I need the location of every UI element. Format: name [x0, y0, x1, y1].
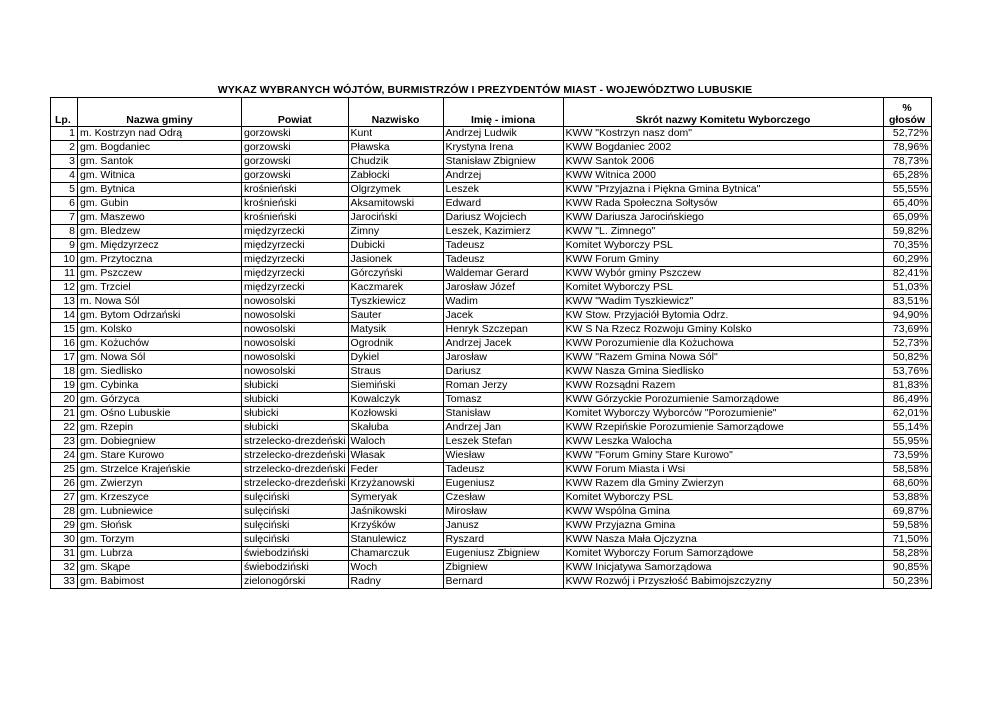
table-header	[51, 98, 932, 127]
committee-name: KWW "L. Zimnego"	[563, 225, 883, 239]
committee-name: KWW Witnica 2000	[563, 169, 883, 183]
committee-name: KWW "Kostrzyn nasz dom"	[563, 127, 883, 141]
table-body	[51, 127, 932, 589]
first-names: Tadeusz	[443, 239, 563, 253]
vote-percent: 78,73%	[883, 155, 931, 169]
powiat-name: słubicki	[242, 407, 349, 421]
powiat-name: słubicki	[242, 379, 349, 393]
row-number: 2	[51, 141, 78, 155]
table-row	[51, 435, 932, 449]
committee-name: KWW Górzyckie Porozumienie Samorządowe	[563, 393, 883, 407]
row-number: 26	[51, 477, 78, 491]
table-row	[51, 225, 932, 239]
committee-name: KWW Bogdaniec 2002	[563, 141, 883, 155]
powiat-name: krośnieński	[242, 183, 349, 197]
table-row	[51, 449, 932, 463]
surname: Jasionek	[348, 253, 443, 267]
committee-name: KWW Rozwój i Przyszłość Babimojszczyzny	[563, 575, 883, 589]
gmina-name: m. Kostrzyn nad Odrą	[78, 127, 242, 141]
powiat-name: świebodziński	[242, 561, 349, 575]
vote-percent: 55,95%	[883, 435, 931, 449]
powiat-name: nowosolski	[242, 323, 349, 337]
row-number: 18	[51, 365, 78, 379]
vote-percent: 65,40%	[883, 197, 931, 211]
gmina-name: gm. Kożuchów	[78, 337, 242, 351]
row-number: 29	[51, 519, 78, 533]
surname: Symeryak	[348, 491, 443, 505]
table-row	[51, 575, 932, 589]
surname: Ogrodnik	[348, 337, 443, 351]
vote-percent: 83,51%	[883, 295, 931, 309]
row-number: 13	[51, 295, 78, 309]
surname: Dykiel	[348, 351, 443, 365]
first-names: Edward	[443, 197, 563, 211]
committee-name: KWW Razem dla Gminy Zwierzyn	[563, 477, 883, 491]
surname: Górczyński	[348, 267, 443, 281]
first-names: Andrzej Ludwik	[443, 127, 563, 141]
row-number: 17	[51, 351, 78, 365]
first-names: Mirosław	[443, 505, 563, 519]
row-number: 19	[51, 379, 78, 393]
gmina-name: gm. Górzyca	[78, 393, 242, 407]
first-names: Stanisław Zbigniew	[443, 155, 563, 169]
surname: Zimny	[348, 225, 443, 239]
committee-name: KWW Leszka Walocha	[563, 435, 883, 449]
committee-name: KWW Przyjazna Gmina	[563, 519, 883, 533]
table-row	[51, 477, 932, 491]
powiat-name: gorzowski	[242, 155, 349, 169]
surname: Tyszkiewicz	[348, 295, 443, 309]
first-names: Tadeusz	[443, 253, 563, 267]
table-row	[51, 239, 932, 253]
first-names: Tomasz	[443, 393, 563, 407]
gmina-name: gm. Słońsk	[78, 519, 242, 533]
committee-name: Komitet Wyborczy Wyborców "Porozumienie"	[563, 407, 883, 421]
first-names: Wadim	[443, 295, 563, 309]
row-number: 32	[51, 561, 78, 575]
surname: Jaśnikowski	[348, 505, 443, 519]
surname: Waloch	[348, 435, 443, 449]
gmina-name: gm. Strzelce Krajeńskie	[78, 463, 242, 477]
committee-name: KWW Rada Społeczna Sołtysów	[563, 197, 883, 211]
row-number: 27	[51, 491, 78, 505]
vote-percent: 65,28%	[883, 169, 931, 183]
table-row	[51, 379, 932, 393]
table-row	[51, 463, 932, 477]
row-number: 16	[51, 337, 78, 351]
gmina-name: gm. Bledzew	[78, 225, 242, 239]
vote-percent: 68,60%	[883, 477, 931, 491]
row-number: 31	[51, 547, 78, 561]
powiat-name: nowosolski	[242, 365, 349, 379]
header-komitet: Skrót nazwy Komitetu Wyborczego	[563, 98, 883, 127]
gmina-name: gm. Ośno Lubuskie	[78, 407, 242, 421]
first-names: Leszek Stefan	[443, 435, 563, 449]
powiat-name: sulęciński	[242, 519, 349, 533]
row-number: 1	[51, 127, 78, 141]
row-number: 9	[51, 239, 78, 253]
table-row	[51, 393, 932, 407]
table-row	[51, 183, 932, 197]
row-number: 22	[51, 421, 78, 435]
surname: Stanulewicz	[348, 533, 443, 547]
surname: Krzyżanowski	[348, 477, 443, 491]
vote-percent: 94,90%	[883, 309, 931, 323]
committee-name: KWW "Forum Gminy Stare Kurowo"	[563, 449, 883, 463]
committee-name: KWW Forum Gminy	[563, 253, 883, 267]
row-number: 8	[51, 225, 78, 239]
committee-name: KWW Dariusza Jarocińskiego	[563, 211, 883, 225]
table-row	[51, 421, 932, 435]
table-row	[51, 309, 932, 323]
powiat-name: krośnieński	[242, 211, 349, 225]
gmina-name: gm. Rzepin	[78, 421, 242, 435]
header-imie: Imię - imiona	[443, 98, 563, 127]
table-row	[51, 365, 932, 379]
vote-percent: 50,23%	[883, 575, 931, 589]
gmina-name: gm. Skąpe	[78, 561, 242, 575]
gmina-name: gm. Bytnica	[78, 183, 242, 197]
powiat-name: gorzowski	[242, 169, 349, 183]
powiat-name: gorzowski	[242, 141, 349, 155]
committee-name: Komitet Wyborczy Forum Samorządowe	[563, 547, 883, 561]
powiat-name: nowosolski	[242, 351, 349, 365]
gmina-name: gm. Dobiegniew	[78, 435, 242, 449]
table-row	[51, 547, 932, 561]
vote-percent: 59,82%	[883, 225, 931, 239]
surname: Matysik	[348, 323, 443, 337]
vote-percent: 73,69%	[883, 323, 931, 337]
committee-name: KWW Forum Miasta i Wsi	[563, 463, 883, 477]
committee-name: KWW Rzepińskie Porozumienie Samorządowe	[563, 421, 883, 435]
row-number: 20	[51, 393, 78, 407]
powiat-name: międzyrzecki	[242, 253, 349, 267]
table-row	[51, 323, 932, 337]
vote-percent: 51,03%	[883, 281, 931, 295]
surname: Sauter	[348, 309, 443, 323]
table-row	[51, 169, 932, 183]
surname: Kowalczyk	[348, 393, 443, 407]
surname: Zabłocki	[348, 169, 443, 183]
vote-percent: 82,41%	[883, 267, 931, 281]
table-row	[51, 253, 932, 267]
gmina-name: gm. Pszczew	[78, 267, 242, 281]
powiat-name: strzelecko-drezdeński	[242, 477, 349, 491]
first-names: Eugeniusz	[443, 477, 563, 491]
gmina-name: gm. Babimost	[78, 575, 242, 589]
gmina-name: gm. Cybinka	[78, 379, 242, 393]
powiat-name: zielonogórski	[242, 575, 349, 589]
gmina-name: gm. Lubniewice	[78, 505, 242, 519]
vote-percent: 81,83%	[883, 379, 931, 393]
committee-name: KWW "Razem Gmina Nowa Sól"	[563, 351, 883, 365]
table-row	[51, 533, 932, 547]
vote-percent: 53,76%	[883, 365, 931, 379]
first-names: Eugeniusz Zbigniew	[443, 547, 563, 561]
first-names: Tadeusz	[443, 463, 563, 477]
committee-name: KWW Santok 2006	[563, 155, 883, 169]
first-names: Stanisław	[443, 407, 563, 421]
row-number: 28	[51, 505, 78, 519]
vote-percent: 86,49%	[883, 393, 931, 407]
committee-name: KWW "Wadim Tyszkiewicz"	[563, 295, 883, 309]
gmina-name: gm. Witnica	[78, 169, 242, 183]
powiat-name: nowosolski	[242, 337, 349, 351]
first-names: Andrzej Jacek	[443, 337, 563, 351]
gmina-name: gm. Kolsko	[78, 323, 242, 337]
gmina-name: m. Nowa Sól	[78, 295, 242, 309]
committee-name: KWW Wybór gminy Pszczew	[563, 267, 883, 281]
surname: Dubicki	[348, 239, 443, 253]
first-names: Dariusz Wojciech	[443, 211, 563, 225]
powiat-name: nowosolski	[242, 295, 349, 309]
powiat-name: międzyrzecki	[242, 239, 349, 253]
gmina-name: gm. Santok	[78, 155, 242, 169]
surname: Radny	[348, 575, 443, 589]
gmina-name: gm. Bytom Odrzański	[78, 309, 242, 323]
vote-percent: 53,88%	[883, 491, 931, 505]
vote-percent: 58,58%	[883, 463, 931, 477]
committee-name: KWW Nasza Gmina Siedlisko	[563, 365, 883, 379]
vote-percent: 78,96%	[883, 141, 931, 155]
committee-name: KWW Rozsądni Razem	[563, 379, 883, 393]
powiat-name: międzyrzecki	[242, 225, 349, 239]
row-number: 7	[51, 211, 78, 225]
powiat-name: międzyrzecki	[242, 267, 349, 281]
first-names: Jacek	[443, 309, 563, 323]
table-row	[51, 561, 932, 575]
committee-name: KWW Wspólna Gmina	[563, 505, 883, 519]
vote-percent: 52,72%	[883, 127, 931, 141]
page-title: WYKAZ WYBRANYCH WÓJTÓW, BURMISTRZÓW I PREZYDENTÓW MIAST - WOJEWÓDZTWO LUBUSKIE	[217, 84, 753, 96]
header-lp: Lp.	[51, 98, 78, 127]
row-number: 21	[51, 407, 78, 421]
vote-percent: 50,82%	[883, 351, 931, 365]
surname: Kunt	[348, 127, 443, 141]
first-names: Andrzej	[443, 169, 563, 183]
vote-percent: 60,29%	[883, 253, 931, 267]
gmina-name: gm. Stare Kurowo	[78, 449, 242, 463]
gmina-name: gm. Gubin	[78, 197, 242, 211]
row-number: 15	[51, 323, 78, 337]
powiat-name: strzelecko-drezdeński	[242, 449, 349, 463]
committee-name: KW S Na Rzecz Rozwoju Gminy Kolsko	[563, 323, 883, 337]
first-names: Waldemar Gerard	[443, 267, 563, 281]
surname: Straus	[348, 365, 443, 379]
surname: Pławska	[348, 141, 443, 155]
powiat-name: słubicki	[242, 393, 349, 407]
powiat-name: nowosolski	[242, 309, 349, 323]
header-nazwisko: Nazwisko	[348, 98, 443, 127]
surname: Chudzik	[348, 155, 443, 169]
table-row	[51, 505, 932, 519]
first-names: Janusz	[443, 519, 563, 533]
first-names: Ryszard	[443, 533, 563, 547]
vote-percent: 59,58%	[883, 519, 931, 533]
row-number: 6	[51, 197, 78, 211]
gmina-name: gm. Maszewo	[78, 211, 242, 225]
powiat-name: sulęciński	[242, 533, 349, 547]
surname: Jarociński	[348, 211, 443, 225]
table-row	[51, 295, 932, 309]
gmina-name: gm. Nowa Sól	[78, 351, 242, 365]
first-names: Bernard	[443, 575, 563, 589]
first-names: Zbigniew	[443, 561, 563, 575]
first-names: Leszek, Kazimierz	[443, 225, 563, 239]
powiat-name: strzelecko-drezdeński	[242, 435, 349, 449]
surname: Krzyśków	[348, 519, 443, 533]
surname: Woch	[348, 561, 443, 575]
powiat-name: międzyrzecki	[242, 281, 349, 295]
table-row	[51, 197, 932, 211]
gmina-name: gm. Bogdaniec	[78, 141, 242, 155]
row-number: 12	[51, 281, 78, 295]
header-percent-sign: %	[902, 102, 912, 114]
committee-name: KWW Porozumienie dla Kożuchowa	[563, 337, 883, 351]
surname: Chamarczuk	[348, 547, 443, 561]
table-row	[51, 281, 932, 295]
gmina-name: gm. Lubrza	[78, 547, 242, 561]
vote-percent: 65,09%	[883, 211, 931, 225]
vote-percent: 69,87%	[883, 505, 931, 519]
surname: Kozłowski	[348, 407, 443, 421]
results-table	[50, 97, 932, 589]
table-row	[51, 127, 932, 141]
row-number: 23	[51, 435, 78, 449]
surname: Siemiński	[348, 379, 443, 393]
table-row	[51, 141, 932, 155]
gmina-name: gm. Międzyrzecz	[78, 239, 242, 253]
header-percent-label: głosów	[888, 114, 926, 126]
powiat-name: strzelecko-drezdeński	[242, 463, 349, 477]
committee-name: Komitet Wyborczy PSL	[563, 239, 883, 253]
gmina-name: gm. Zwierzyn	[78, 477, 242, 491]
row-number: 24	[51, 449, 78, 463]
table-row	[51, 407, 932, 421]
row-number: 30	[51, 533, 78, 547]
row-number: 10	[51, 253, 78, 267]
header-gmina: Nazwa gminy	[78, 98, 242, 127]
first-names: Roman Jerzy	[443, 379, 563, 393]
committee-name: Komitet Wyborczy PSL	[563, 281, 883, 295]
row-number: 3	[51, 155, 78, 169]
row-number: 25	[51, 463, 78, 477]
committee-name: KW Stow. Przyjaciół Bytomia Odrz.	[563, 309, 883, 323]
first-names: Andrzej Jan	[443, 421, 563, 435]
gmina-name: gm. Krzeszyce	[78, 491, 242, 505]
table-row	[51, 519, 932, 533]
committee-name: KWW Inicjatywa Samorządowa	[563, 561, 883, 575]
vote-percent: 70,35%	[883, 239, 931, 253]
row-number: 14	[51, 309, 78, 323]
powiat-name: sulęciński	[242, 491, 349, 505]
vote-percent: 73,59%	[883, 449, 931, 463]
surname: Kaczmarek	[348, 281, 443, 295]
surname: Skałuba	[348, 421, 443, 435]
surname: Olgrzymek	[348, 183, 443, 197]
first-names: Leszek	[443, 183, 563, 197]
committee-name: Komitet Wyborczy PSL	[563, 491, 883, 505]
vote-percent: 55,55%	[883, 183, 931, 197]
table-row	[51, 267, 932, 281]
powiat-name: krośnieński	[242, 197, 349, 211]
row-number: 11	[51, 267, 78, 281]
powiat-name: świebodziński	[242, 547, 349, 561]
surname: Feder	[348, 463, 443, 477]
row-number: 5	[51, 183, 78, 197]
first-names: Jarosław	[443, 351, 563, 365]
row-number: 33	[51, 575, 78, 589]
powiat-name: gorzowski	[242, 127, 349, 141]
gmina-name: gm. Torzym	[78, 533, 242, 547]
committee-name: KWW "Przyjazna i Piękna Gmina Bytnica"	[563, 183, 883, 197]
first-names: Henryk Szczepan	[443, 323, 563, 337]
vote-percent: 62,01%	[883, 407, 931, 421]
header-powiat: Powiat	[242, 98, 349, 127]
vote-percent: 58,28%	[883, 547, 931, 561]
first-names: Jarosław Józef	[443, 281, 563, 295]
powiat-name: sulęciński	[242, 505, 349, 519]
gmina-name: gm. Przytoczna	[78, 253, 242, 267]
table-row	[51, 337, 932, 351]
surname: Aksamitowski	[348, 197, 443, 211]
vote-percent: 52,73%	[883, 337, 931, 351]
powiat-name: słubicki	[242, 421, 349, 435]
first-names: Dariusz	[443, 365, 563, 379]
surname: Własak	[348, 449, 443, 463]
table-row	[51, 491, 932, 505]
row-number: 4	[51, 169, 78, 183]
gmina-name: gm. Siedlisko	[78, 365, 242, 379]
vote-percent: 90,85%	[883, 561, 931, 575]
vote-percent: 71,50%	[883, 533, 931, 547]
table-row	[51, 211, 932, 225]
committee-name: KWW Nasza Mała Ojczyzna	[563, 533, 883, 547]
table-row	[51, 155, 932, 169]
first-names: Czesław	[443, 491, 563, 505]
first-names: Wiesław	[443, 449, 563, 463]
vote-percent: 55,14%	[883, 421, 931, 435]
header-percent	[883, 98, 931, 127]
table-row	[51, 351, 932, 365]
first-names: Krystyna Irena	[443, 141, 563, 155]
gmina-name: gm. Trzciel	[78, 281, 242, 295]
